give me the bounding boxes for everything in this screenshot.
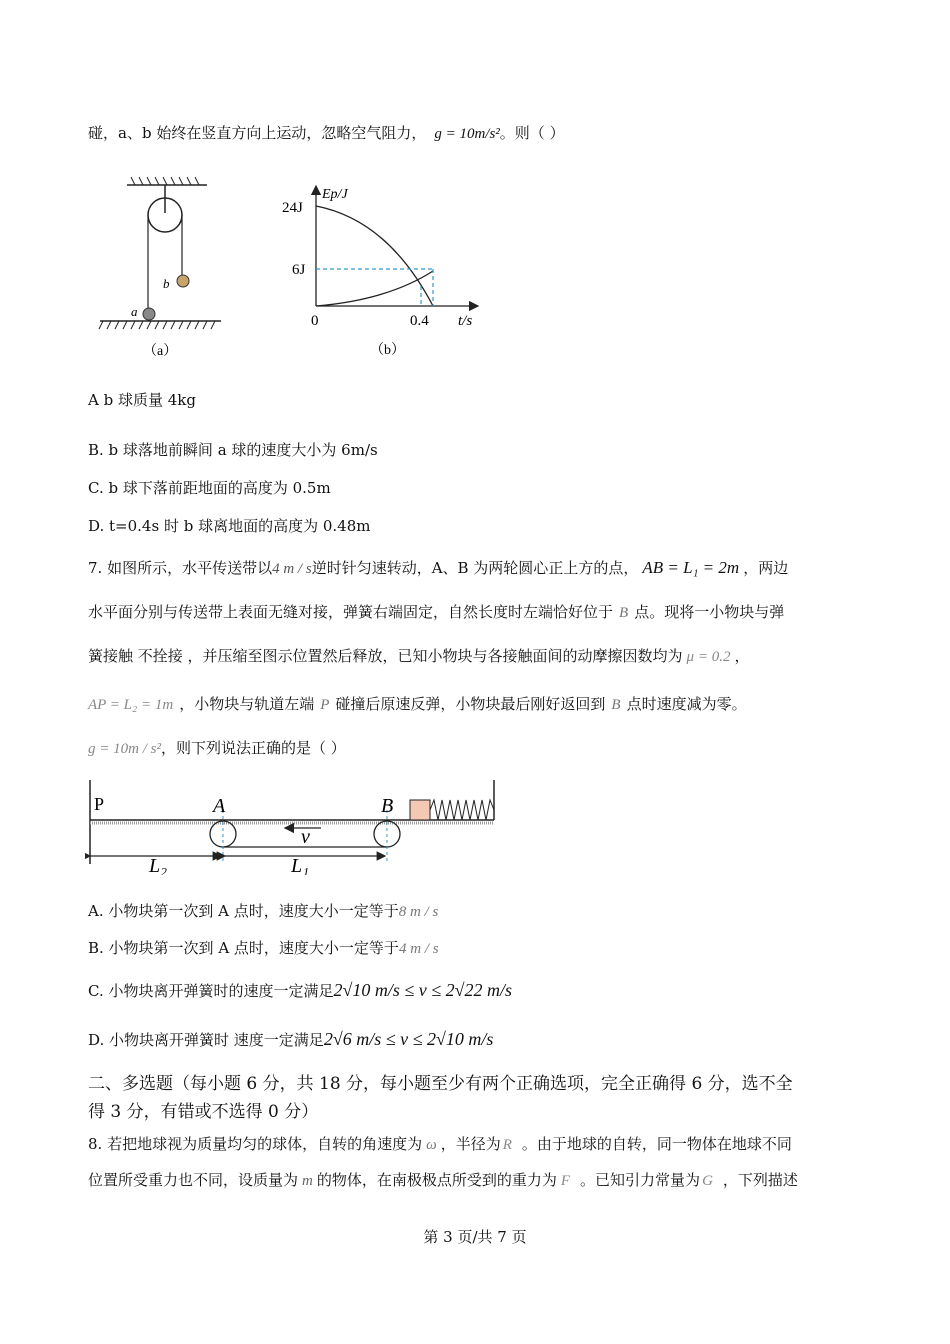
figure-a-pulley: [95, 175, 235, 365]
caption-a: （a）: [143, 344, 178, 359]
y-axis-label: Ep/J: [322, 187, 348, 202]
q7-line-1: 7. 如图所示，水平传送带以4 m / s逆时针匀速转动，A、B 为两轮圆心正上方的点， AB = L₁ = 2m ，两边: [88, 558, 789, 577]
q7-option-d: D. 小物块离开弹簧时 速度一定满足2√6 m/s ≤ v ≤ 2√10 m/s: [88, 1029, 494, 1049]
q7-option-a: A. 小物块第一次到 A 点时，速度大小一定等于8 m / s: [88, 902, 439, 920]
label-a: a: [131, 304, 138, 319]
q6-stem: 碰，a、b 始终在竖直方向上运动，忽略空气阻力， g = 10m/s²。则（ ）: [88, 124, 565, 142]
g-formula: g = 10m/s²: [434, 126, 500, 142]
caption-b: （b）: [370, 343, 405, 358]
q7-option-b: B. 小物块第一次到 A 点时，速度大小一定等于4 m / s: [88, 939, 439, 957]
q7-line-5: g = 10m / s²，则下列说法正确的是（ ）: [88, 739, 346, 757]
label-l2: L₂: [149, 855, 168, 875]
label-l1: L₁: [291, 855, 310, 875]
label-b: b: [163, 276, 170, 291]
section-2-heading-line-2: 得 3 分，有错或不选得 0 分）: [88, 1102, 319, 1122]
figure-conveyor: [85, 780, 505, 875]
q6-option-a: A b 球质量 4kg: [88, 391, 196, 409]
tick-6j: 6J: [292, 262, 306, 278]
q7-line-2: 水平面分别与传送带上表面无缝对接，弹簧右端固定，自然长度时左端恰好位于 B 点。现将一小物块与弹: [88, 603, 785, 621]
figure-b-graph: [278, 180, 498, 365]
label-a-point: A: [213, 795, 226, 817]
label-p: P: [94, 794, 105, 814]
origin-label: 0: [311, 313, 319, 329]
q7-line-3: 簧接触 不拴接 ，并压缩至图示位置然后释放，已知小物块与各接触面间的动摩擦因数均为 μ = 0.2 ，: [88, 647, 750, 665]
q7-line-4: AP = L₂ = 1m ，小物块与轨道左端 P 碰撞后原速反弹，小物块最后刚好返回到 B 点时速度减为零。: [88, 695, 747, 713]
q6-option-b: B. b 球落地前瞬间 a 球的速度大小为 6m/s: [88, 441, 378, 459]
q8-line-1: 8. 若把地球视为质量均匀的球体，自转的角速度为 ω ，半径为 R 。由于地球的自转，同一物体在地球不同: [88, 1135, 792, 1153]
section-2-heading-line-1: 二、多选题（每小题 6 分，共 18 分，每小题至少有两个正确选项，完全正确得 6 分，选不全: [88, 1074, 793, 1094]
label-v: v: [301, 826, 310, 848]
x-axis-label: t/s: [458, 313, 473, 329]
tick-24j: 24J: [282, 200, 303, 216]
q6-option-c: C. b 球下落前距地面的高度为 0.5m: [88, 479, 331, 497]
tick-0-4: 0.4: [410, 313, 429, 329]
page-footer: 第 3 页/共 7 页: [423, 1228, 527, 1246]
q8-line-2: 位置所受重力也不同，设质量为 m 的物体，在南极极点所受到的重力为 F 。已知引力常量为 G ，下列描述: [88, 1171, 798, 1189]
label-b-point: B: [381, 795, 394, 817]
q7-option-c: C. 小物块离开弹簧时的速度一定满足2√10 m/s ≤ v ≤ 2√22 m/s: [88, 980, 512, 1000]
q6-option-d: D. t=0.4s 时 b 球离地面的高度为 0.48m: [88, 517, 371, 535]
